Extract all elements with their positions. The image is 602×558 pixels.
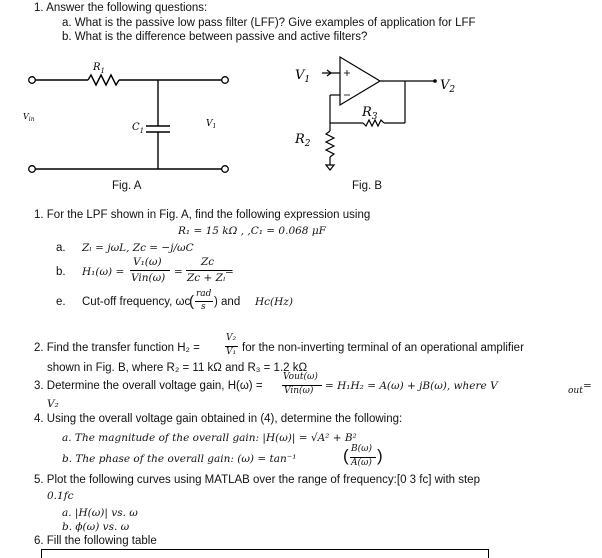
item-2-frac-den: V₁ [226, 347, 237, 357]
q1-header: 1. Answer the following questions: [34, 2, 208, 14]
lpf-e-unit-numerator: rad [196, 289, 212, 299]
lpf-b-end-equals: = [225, 266, 234, 278]
item-4-b: b. The phase of the overall gain: (ω) = tan⁻¹ [62, 453, 297, 465]
figure-b-circuit [280, 55, 480, 185]
fig-b-r2-label: $R_2$ [295, 132, 311, 149]
item-3-text: 3. Determine the overall voltage gain, H(ω) = [34, 380, 263, 392]
lpf-b-lhs: H₁(ω) = [82, 266, 125, 278]
fig-b-v1-label: $V_1$ [295, 68, 311, 85]
fig-a-v1-label: $V_1$ [206, 119, 217, 130]
item-3-text-c: V₂ [47, 398, 59, 410]
item-4-b-frac-num: B(ω) [351, 444, 372, 454]
item-5-text: 5. Plot the following curves using MATLAB over the range of frequency:[0 3 fc] with step [34, 474, 480, 486]
lpf-b-fraction-bar [130, 270, 170, 271]
lpf-b-label: b. [56, 266, 66, 278]
lpf-header: 1. For the LPF shown in Fig. A, find the following expression using [34, 209, 371, 221]
q1-item-a: a. What is the passive low pass filter (LFF)? Give examples of application for LFF [62, 17, 476, 29]
results-table-top [41, 549, 489, 558]
item-4-text: 4. Using the overall voltage gain obtained in (4), determine the following: [34, 413, 403, 425]
item-5-b: b. ϕ(ω) vs. ω [62, 521, 130, 533]
fig-a-vin-label: $V_{in}$ [23, 112, 35, 123]
q1-item-b: b. What is the difference between passive and active filters? [62, 31, 368, 43]
lpf-e-hc: Hc(Hz) [255, 296, 293, 308]
lpf-e-text: Cut-off frequency, ωc [82, 296, 191, 308]
fig-a-r1-label: $R_1$ [93, 62, 105, 75]
fig-a-caption: Fig. A [112, 180, 142, 192]
item-3-text-end: = [583, 380, 592, 392]
figure-a-circuit [0, 50, 260, 200]
item-2-text-b: for the non-inverting terminal of an operational amplifier [242, 342, 524, 354]
item-2-text: 2. Find the transfer function H₂ = [34, 342, 200, 354]
fig-b-caption: Fig. B [352, 180, 383, 192]
lpf-e-and: ) and [214, 296, 241, 308]
lpf-e-open-paren: ( [189, 293, 194, 310]
fig-a-c1-label: $C_1$ [132, 122, 145, 135]
lpf-b-numerator-2: Zc [201, 256, 215, 268]
lpf-e-label: e. [56, 296, 66, 308]
lpf-a-label: a. [56, 242, 66, 254]
lpf-e-unit-denominator: s [201, 302, 206, 312]
fig-b-r3-label: $R_3$ [362, 105, 378, 122]
lpf-a-expression: Zₗ = jωL, Zc = −j/ωC [82, 242, 194, 254]
lpf-b-denominator-2: Zc + Zₗ [187, 272, 226, 284]
item-4-b-frac-den: A(ω) [351, 458, 372, 468]
item-3-frac-num: Vout(ω) [283, 372, 318, 382]
item-6-text: 6. Fill the following table [34, 535, 157, 547]
lpf-given-values: R₁ = 15 kΩ , ,C₁ = 0.068 μF [178, 225, 326, 237]
item-4-b-close-paren: ) [377, 446, 383, 465]
lpf-b-denominator: Vin(ω) [131, 272, 166, 284]
lpf-b-numerator: V₁(ω) [133, 256, 162, 268]
fig-b-v2-label: $V_2$ [440, 78, 456, 95]
lpf-b-mid-equals: = [174, 266, 183, 278]
item-4-b-open-paren: ( [343, 446, 349, 465]
item-5-step: 0.1fc [47, 490, 74, 502]
item-2-frac-num: V₂ [226, 333, 237, 343]
item-3-vout-sub: out [568, 386, 583, 396]
item-3-frac-den: Vin(ω) [284, 386, 314, 396]
item-4-a: a. The magnitude of the overall gain: |H(ω)| = √A² + B² [62, 432, 357, 444]
item-2-text-c: shown in Fig. B, where R₂ = 11 kΩ and R₃ = 1.2 kΩ [47, 362, 308, 374]
item-3-text-b: = H₁H₂ = A(ω) + jB(ω), where V [325, 380, 498, 392]
item-5-a: a. |H(ω)| vs. ω [62, 507, 138, 519]
